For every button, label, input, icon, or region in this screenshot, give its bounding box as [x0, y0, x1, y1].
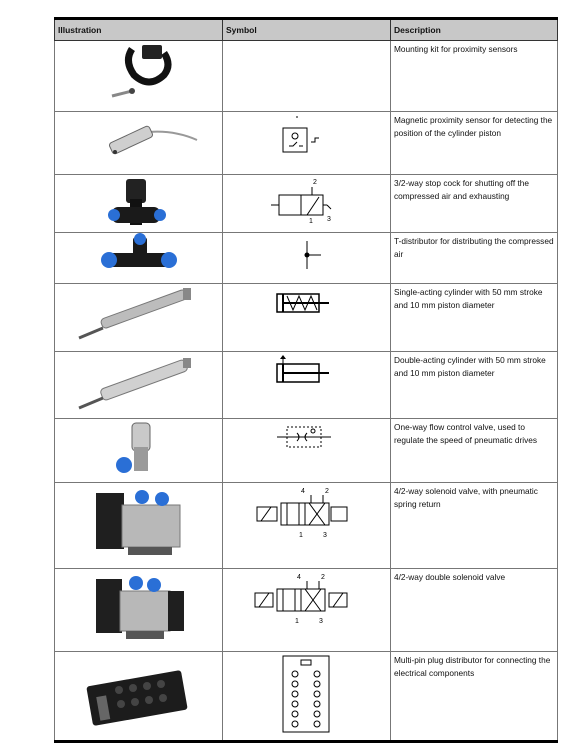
- illustration-cell: [55, 652, 223, 742]
- symbol-cell: [223, 569, 391, 652]
- port-label: 3: [322, 532, 327, 539]
- t-distributor-symbol: [287, 233, 327, 277]
- plug-distributor-image: [79, 652, 199, 736]
- row-description: 4/2-way solenoid valve, with pneumatic spring return: [391, 483, 558, 569]
- row-description: T-distributor for distributing the compressed air: [391, 233, 558, 284]
- t-distributor-image: [99, 233, 179, 281]
- table-row: [55, 112, 558, 175]
- symbol-cell: [223, 175, 391, 233]
- row-description: Mounting kit for proximity sensors: [391, 41, 558, 112]
- row-description: 3/2-way stop cock for shutting off the compressed air and exhausting: [391, 175, 558, 233]
- double-solenoid-valve-image: [84, 569, 194, 649]
- port-label: 1: [308, 218, 313, 225]
- double-solenoid-valve-symbol: [247, 569, 367, 629]
- row-description: One-way flow control valve, used to regulate the speed of pneumatic drives: [391, 419, 558, 483]
- illustration-cell: [55, 419, 223, 483]
- row-description: Multi-pin plug distributor for connecting the electrical components: [391, 652, 558, 742]
- symbol-cell: [223, 233, 391, 284]
- illustration-cell: [55, 175, 223, 233]
- table-row: [55, 352, 558, 419]
- port-label: 3: [318, 618, 323, 625]
- port-label: 3: [326, 216, 331, 223]
- port-label: 2: [324, 488, 329, 495]
- single-acting-cylinder-symbol: [267, 284, 347, 324]
- header-illustration: Illustration: [55, 19, 223, 41]
- port-label: 4: [300, 488, 305, 495]
- table-row: [55, 41, 558, 112]
- table-row: [55, 569, 558, 652]
- port-label: 4: [296, 574, 301, 581]
- port-label: 1: [298, 532, 303, 539]
- symbol-cell: [223, 483, 391, 569]
- symbol-cell: [223, 352, 391, 419]
- table-row: [55, 652, 558, 742]
- illustration-cell: [55, 41, 223, 112]
- symbol-cell: [223, 652, 391, 742]
- illustration-cell: [55, 233, 223, 284]
- port-label: 2: [312, 179, 317, 186]
- table-row: [55, 175, 558, 233]
- solenoid-valve-symbol: [247, 483, 367, 543]
- header-symbol: Symbol: [223, 19, 391, 41]
- symbol-cell: [223, 112, 391, 175]
- proximity-sensor-image: [79, 112, 199, 172]
- double-acting-cylinder-image: [69, 352, 209, 416]
- row-description: Single-acting cylinder with 50 mm stroke and 10 mm piston diameter: [391, 284, 558, 352]
- symbol-cell: [223, 41, 391, 112]
- row-description: Magnetic proximity sensor for detecting the position of the cylinder piston: [391, 112, 558, 175]
- illustration-cell: [55, 352, 223, 419]
- double-acting-cylinder-symbol: [267, 352, 347, 392]
- port-label: 2: [320, 574, 325, 581]
- illustration-cell: [55, 569, 223, 652]
- illustration-cell: [55, 112, 223, 175]
- symbol-cell: [223, 419, 391, 483]
- table-row: [55, 419, 558, 483]
- illustration-cell: [55, 284, 223, 352]
- mounting-kit-image: [94, 41, 184, 107]
- illustration-cell: [55, 483, 223, 569]
- header-description: Description: [391, 19, 558, 41]
- table-row: [55, 233, 558, 284]
- table-header-row: [55, 19, 558, 41]
- stop-cock-symbol: [267, 175, 347, 225]
- single-acting-cylinder-image: [69, 284, 209, 348]
- plug-distributor-symbol: [277, 652, 337, 736]
- stop-cock-image: [104, 175, 174, 231]
- proximity-sensor-symbol: [277, 112, 337, 166]
- row-description: 4/2-way double solenoid valve: [391, 569, 558, 652]
- flow-control-valve-symbol: [267, 419, 347, 455]
- table-row: [55, 284, 558, 352]
- components-table: [54, 17, 558, 743]
- port-label: 1: [294, 618, 299, 625]
- flow-control-valve-image: [104, 419, 174, 479]
- solenoid-valve-image: [84, 483, 194, 563]
- symbol-cell: [223, 284, 391, 352]
- row-description: Double-acting cylinder with 50 mm stroke and 10 mm piston diameter: [391, 352, 558, 419]
- table-row: [55, 483, 558, 569]
